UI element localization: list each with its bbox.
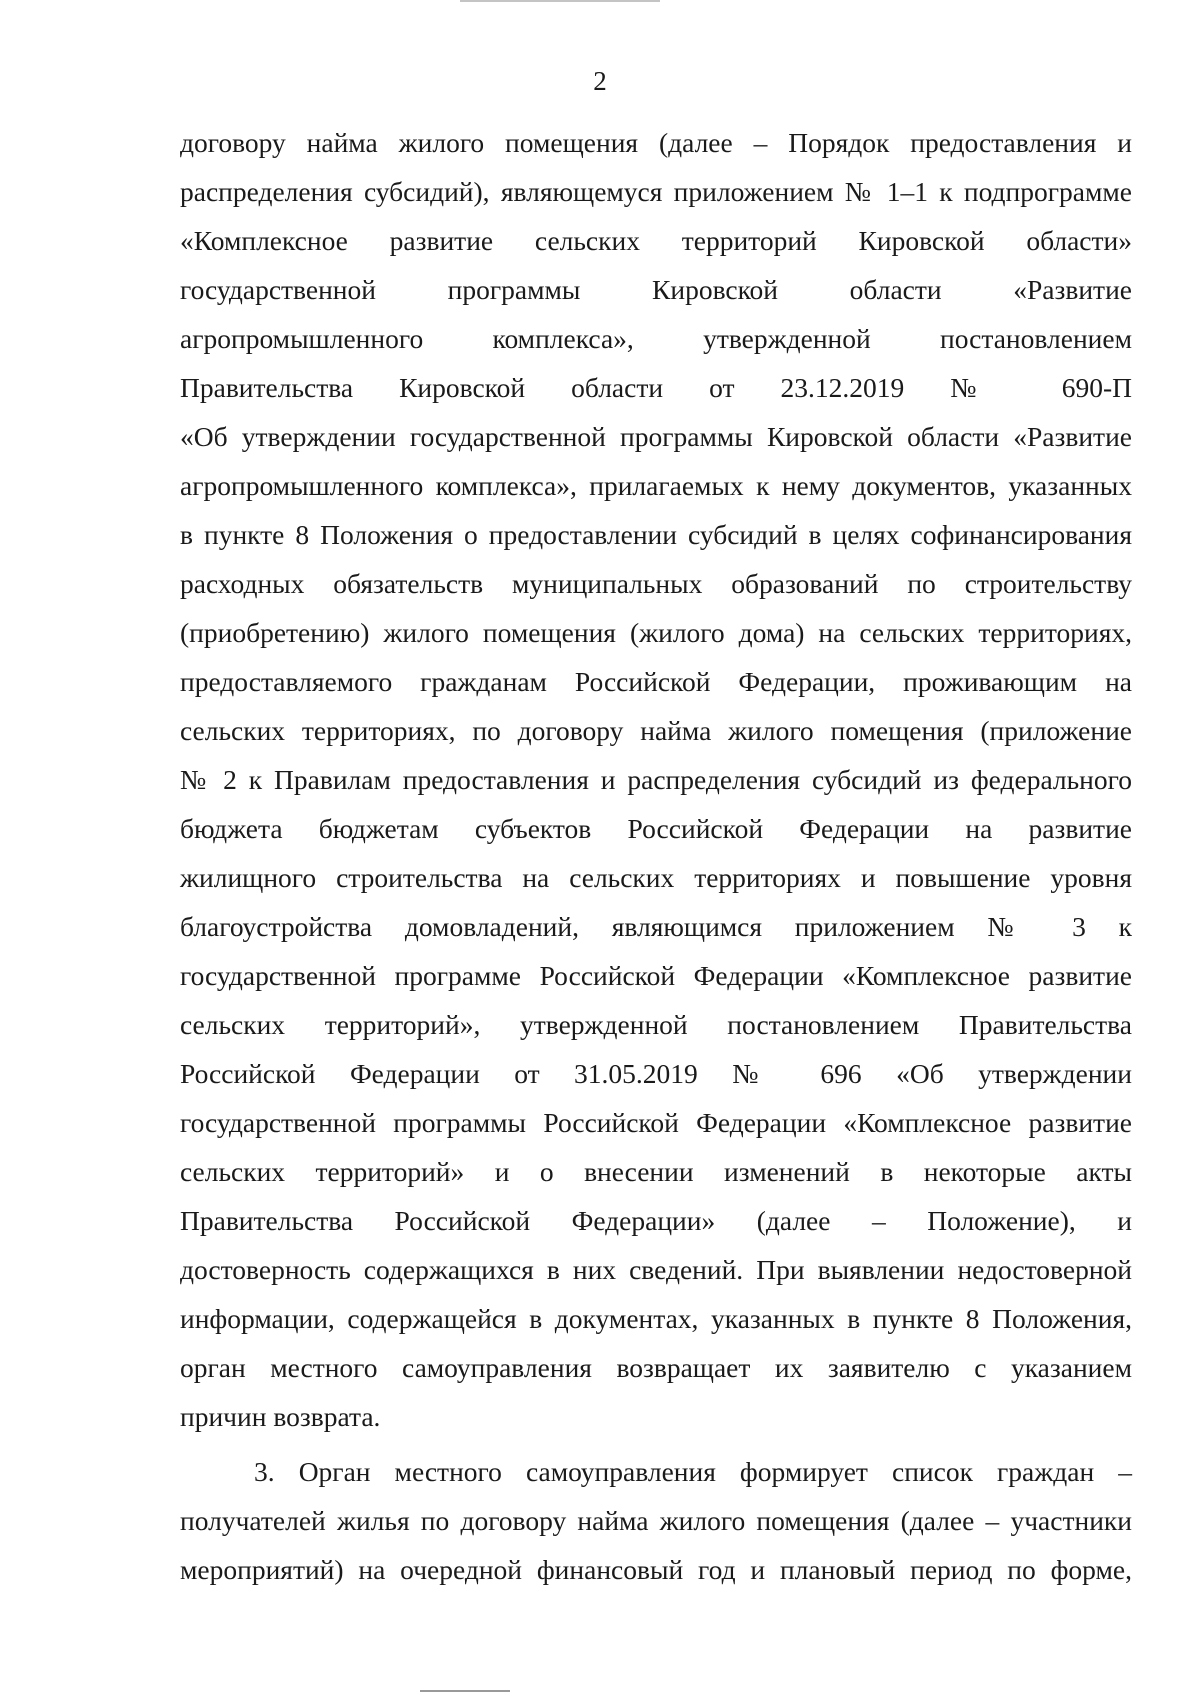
text-line: получателей жилья по договору найма жилого помещения (далее – участники [180,1505,1132,1536]
text-line: жилищного строительства на сельских территориях и повышение уровня [180,862,1132,893]
text-line: в пункте 8 Положения о предоставлении субсидий в целях софинансирования [180,519,1132,550]
text-line: распределения субсидий), являющемуся приложением № 1–1 к подпрограмме [180,176,1132,207]
scan-artifact-bottom [420,1690,510,1692]
text-line: Российской Федерации от 31.05.2019 № 696 «Об утверждении [180,1058,1132,1089]
text-line: Правительства Российской Федерации» (далее – Положение), и [180,1205,1132,1236]
document-body [180,118,1132,1594]
text-line: мероприятий) на очередной финансовый год и плановый период по форме, [180,1554,1132,1585]
text-line: № 2 к Правилам предоставления и распределения субсидий из федерального [180,764,1132,795]
text-line: сельских территорий» и о внесении изменений в некоторые акты [180,1156,1132,1187]
text-line: Правительства Кировской области от 23.12.2019 № 690-П [180,372,1132,403]
text-line: достоверность содержащихся в них сведений. При выявлении недостоверной [180,1254,1132,1285]
text-line: сельских территориях, по договору найма жилого помещения (приложение [180,715,1132,746]
text-line: орган местного самоуправления возвращает их заявителю с указанием [180,1352,1132,1383]
text-line: договору найма жилого помещения (далее – Порядок предоставления и [180,127,1132,158]
text-line: государственной программе Российской Федерации «Комплексное развитие [180,960,1132,991]
text-line: (приобретению) жилого помещения (жилого дома) на сельских территориях, [180,617,1132,648]
text-line: причин возврата. [180,1401,381,1432]
text-line: агропромышленного комплекса», утвержденной постановлением [180,323,1132,354]
paragraph-1 [180,118,1132,1441]
text-line: благоустройства домовладений, являющимся приложением № 3 к [180,911,1132,942]
text-line: 3. Орган местного самоуправления формирует список граждан – [254,1456,1132,1487]
text-line: предоставляемого гражданам Российской Федерации, проживающим на [180,666,1132,697]
text-line: расходных обязательств муниципальных образований по строительству [180,568,1132,599]
text-line: информации, содержащейся в документах, указанных в пункте 8 Положения, [180,1303,1132,1334]
page-number: 2 [593,66,607,96]
text-line: государственной программы Российской Федерации «Комплексное развитие [180,1107,1132,1138]
scan-artifact-top [460,0,660,2]
text-line: агропромышленного комплекса», прилагаемых к нему документов, указанных [180,470,1132,501]
text-line: государственной программы Кировской области «Развитие [180,274,1132,305]
text-line: «Об утверждении государственной программы Кировской области «Развитие [180,421,1132,452]
text-line: сельских территорий», утвержденной постановлением Правительства [180,1009,1132,1040]
text-line: «Комплексное развитие сельских территорий Кировской области» [180,225,1132,256]
text-line: бюджета бюджетам субъектов Российской Федерации на развитие [180,813,1132,844]
paragraph-2 [180,1447,1132,1594]
